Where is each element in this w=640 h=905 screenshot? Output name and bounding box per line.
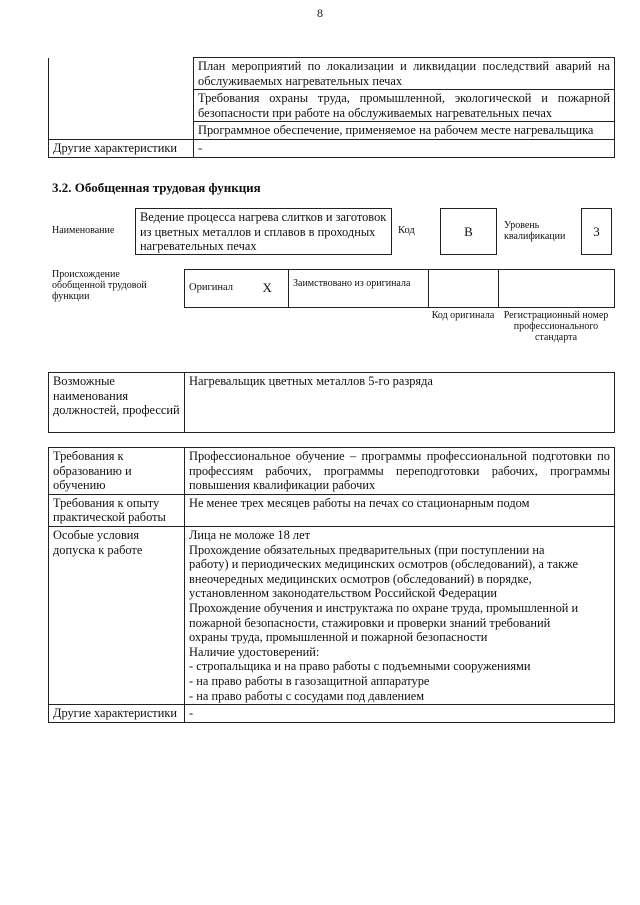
list-item: Программное обеспечение, применяемое на рабочем месте нагревальщика	[194, 122, 615, 140]
origin-label: Происхождение обобщенной трудовой функции	[52, 269, 147, 302]
special-conditions-value	[185, 526, 615, 704]
list-item: - стропальщика и на право работы с подъемными сооружениями	[189, 659, 531, 674]
table-row	[49, 705, 615, 723]
list-item: Наличие удостоверений:	[189, 644, 320, 659]
other-characteristics-label: Другие характеристики	[49, 705, 185, 723]
name-label: Наименование	[52, 225, 115, 236]
special-conditions-label: Особые условия допуска к работе	[49, 526, 185, 704]
experience-value: Не менее трех месяцев работы на печах со стационарным подом	[185, 494, 615, 526]
origin-table	[184, 269, 615, 308]
education-label: Требования к образованию и обучению	[49, 448, 185, 495]
list-item: - на право работы в газозащитной аппаратуре	[189, 673, 430, 688]
table-row	[185, 270, 615, 308]
level-value: 3	[593, 224, 600, 239]
requirements-table	[48, 447, 615, 723]
table-row	[49, 58, 615, 90]
table-row	[49, 373, 615, 433]
section-heading: 3.2. Обобщенная трудовая функция	[52, 180, 261, 195]
list-item: Прохождение обучения и инструктажа по охране труда, промышленной и	[189, 600, 579, 615]
list-item: План мероприятий по локализации и ликвидации последствий аварий на обслуживаемых нагревательных печах	[194, 58, 615, 90]
borrowed-label: Заимствовано из оригинала	[289, 270, 429, 308]
code-original-caption: Код оригинала	[431, 310, 495, 321]
other-characteristics-value: -	[194, 139, 615, 157]
education-value: Профессиональное обучение – программы профессиональной подготовки по профессиям рабочих, программы переподготовки рабочих, программы повышения квалификации рабочих	[185, 448, 615, 495]
list-item: охраны труда, промышленной и пожарной безопасности	[189, 630, 488, 645]
list-item: внеочередных медицинских осмотров (обследований) в порядке,	[189, 571, 532, 586]
table-row	[49, 526, 615, 704]
code-value: B	[464, 224, 473, 239]
list-item: пожарной безопасности, стажировки и проверки знаний требований	[189, 615, 551, 630]
top-table	[48, 57, 615, 158]
list-item: - на право работы с сосудами под давлением	[189, 688, 425, 703]
reg-number-caption: Регистрационный номер профессионального стандарта	[503, 310, 609, 343]
level-box	[581, 208, 612, 255]
other-characteristics-label: Другие характеристики	[49, 139, 194, 157]
empty-label-cell	[49, 58, 194, 140]
list-item: Прохождение обязательных предварительных (при поступлении на	[189, 542, 545, 557]
list-item: Требования охраны труда, промышленной, экологической и пожарной безопасности при работе на обслуживаемых нагревательных печах	[194, 90, 615, 122]
experience-label: Требования к опыту практической работы	[49, 494, 185, 526]
original-label: Оригинал	[185, 270, 247, 308]
code-box	[440, 208, 497, 255]
positions-table	[48, 372, 615, 433]
positions-label: Возможные наименования должностей, профессий	[49, 373, 185, 433]
page-number: 8	[317, 6, 323, 20]
code-label: Код	[398, 225, 415, 236]
table-row	[49, 494, 615, 526]
level-label: Уровень квалификации	[504, 220, 566, 242]
reg-number-cell	[499, 270, 615, 308]
table-row	[49, 139, 615, 157]
original-mark: X	[247, 270, 289, 308]
table-row	[49, 448, 615, 495]
function-name: Ведение процесса нагрева слитков и заготовок из цветных металлов и сплавов в проходных нагревательных печах	[140, 210, 387, 254]
positions-value: Нагревальщик цветных металлов 5-го разряда	[185, 373, 615, 433]
list-item: Лица не моложе 18 лет	[189, 527, 311, 542]
list-item: работу) и периодических медицинских осмотров (обследований), а также	[189, 557, 578, 572]
other-characteristics-value: -	[185, 705, 615, 723]
code-original-cell	[429, 270, 499, 308]
function-name-box	[135, 208, 392, 255]
list-item: установленном законодательством Российской Федерации	[189, 586, 498, 601]
